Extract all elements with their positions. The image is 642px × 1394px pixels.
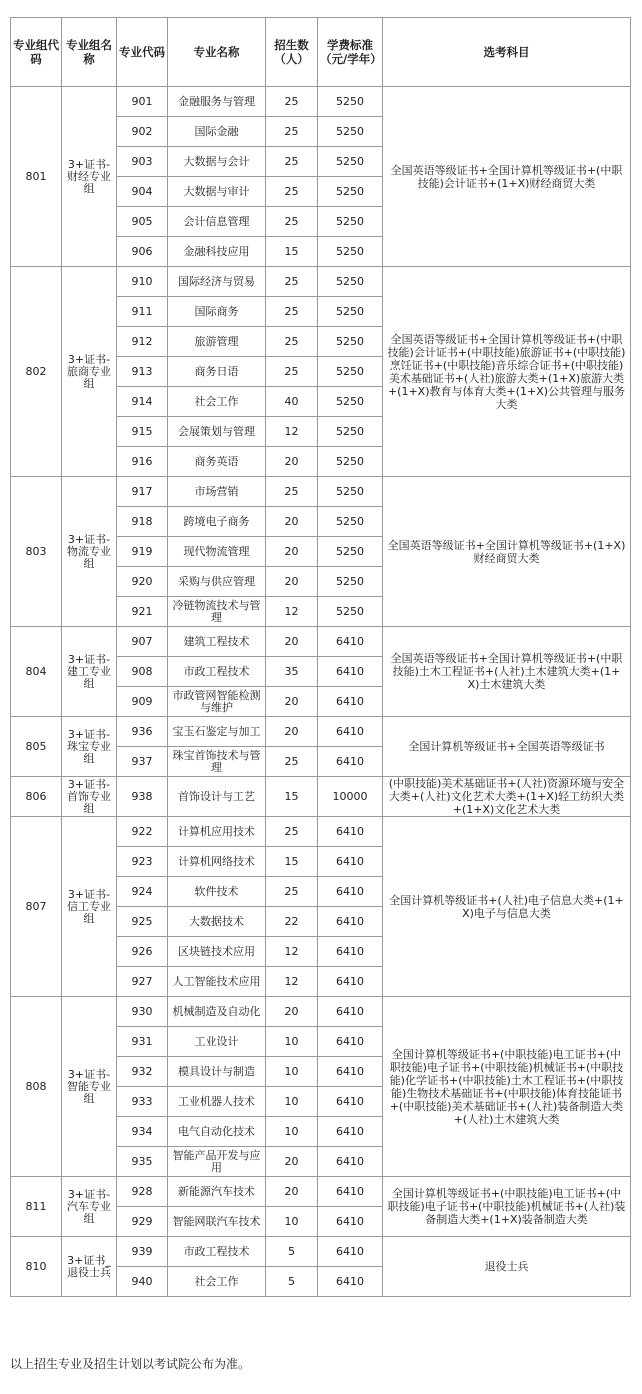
admission-plan-table <box>10 17 631 1297</box>
quota-cell: 20 <box>266 537 318 567</box>
major-code-cell: 901 <box>117 87 168 117</box>
quota-cell: 10 <box>266 1087 318 1117</box>
tuition-cell: 6410 <box>318 657 383 687</box>
header-quota: 招生数（人） <box>266 18 318 87</box>
group-name-cell: 3+证书-旅商专业组 <box>62 267 117 477</box>
quota-cell: 25 <box>266 357 318 387</box>
major-name-cell: 工业设计 <box>168 1027 266 1057</box>
quota-cell: 12 <box>266 597 318 627</box>
major-name-cell: 人工智能技术应用 <box>168 967 266 997</box>
major-name-cell: 市场营销 <box>168 477 266 507</box>
tuition-cell: 6410 <box>318 1117 383 1147</box>
major-name-cell: 智能网联汽车技术 <box>168 1207 266 1237</box>
quota-cell: 25 <box>266 87 318 117</box>
major-code-cell: 931 <box>117 1027 168 1057</box>
group-name-cell: 3+证书-珠宝专业组 <box>62 717 117 777</box>
major-name-cell: 冷链物流技术与管理 <box>168 597 266 627</box>
major-code-cell: 940 <box>117 1267 168 1297</box>
quota-cell: 15 <box>266 847 318 877</box>
tuition-cell: 5250 <box>318 207 383 237</box>
tuition-cell: 6410 <box>318 847 383 877</box>
table-row <box>11 777 631 817</box>
group-code-cell: 808 <box>11 997 62 1177</box>
exam-subjects-cell: 全国计算机等级证书+(中职技能)电工证书+(中职技能)电子证书+(中职技能)机械证书+(中职技能)化学证书+(中职技能)土木工程证书+(中职技能)生物技术基础证书+(中职技能)体育技能证书+(中职技能)美术基础证书+(人社)装备制造大类+(人社)土木建筑大类 <box>383 997 631 1177</box>
major-name-cell: 软件技术 <box>168 877 266 907</box>
exam-subjects-cell: 全国英语等级证书+全国计算机等级证书+(中职技能)会计证书+(中职技能)旅游证书+(中职技能)烹饪证书+(中职技能)音乐综合证书+(中职技能)美术基础证书+(人社)旅游大类+(1+X)旅游大类+(1+X)教育与体育大类+(1+X)公共管理与服务大类 <box>383 267 631 477</box>
tuition-cell: 6410 <box>318 627 383 657</box>
group-code-cell: 810 <box>11 1237 62 1297</box>
tuition-cell: 5250 <box>318 87 383 117</box>
tuition-cell: 6410 <box>318 817 383 847</box>
major-code-cell: 903 <box>117 147 168 177</box>
group-name-cell: 3+证书-智能专业组 <box>62 997 117 1177</box>
tuition-cell: 6410 <box>318 1147 383 1177</box>
major-name-cell: 金融服务与管理 <box>168 87 266 117</box>
tuition-cell: 6410 <box>318 1087 383 1117</box>
major-code-cell: 935 <box>117 1147 168 1177</box>
table-row <box>11 87 631 117</box>
tuition-cell: 6410 <box>318 1237 383 1267</box>
major-code-cell: 911 <box>117 297 168 327</box>
table-row <box>11 267 631 297</box>
major-name-cell: 大数据与会计 <box>168 147 266 177</box>
quota-cell: 20 <box>266 567 318 597</box>
major-code-cell: 910 <box>117 267 168 297</box>
header-group-name: 专业组名称 <box>62 18 117 87</box>
header-exam-subjects: 选考科目 <box>383 18 631 87</box>
quota-cell: 20 <box>266 1177 318 1207</box>
tuition-cell: 6410 <box>318 937 383 967</box>
major-code-cell: 927 <box>117 967 168 997</box>
major-name-cell: 模具设计与制造 <box>168 1057 266 1087</box>
table-row <box>11 1177 631 1207</box>
tuition-cell: 5250 <box>318 387 383 417</box>
tuition-cell: 5250 <box>318 597 383 627</box>
header-row <box>11 18 631 87</box>
exam-subjects-cell: 全国英语等级证书+全国计算机等级证书+(中职技能)会计证书+(1+X)财经商贸大类 <box>383 87 631 267</box>
group-name-cell: 3+证书-财经专业组 <box>62 87 117 267</box>
tuition-cell: 6410 <box>318 1177 383 1207</box>
group-code-cell: 811 <box>11 1177 62 1237</box>
major-name-cell: 社会工作 <box>168 1267 266 1297</box>
major-name-cell: 商务日语 <box>168 357 266 387</box>
tuition-cell: 5250 <box>318 567 383 597</box>
major-code-cell: 920 <box>117 567 168 597</box>
group-code-cell: 807 <box>11 817 62 997</box>
quota-cell: 20 <box>266 1147 318 1177</box>
exam-subjects-cell: 全国计算机等级证书+(中职技能)电工证书+(中职技能)电子证书+(中职技能)机械证书+(人社)装备制造大类+(1+X)装备制造大类 <box>383 1177 631 1237</box>
quota-cell: 5 <box>266 1267 318 1297</box>
table-row <box>11 717 631 747</box>
major-code-cell: 902 <box>117 117 168 147</box>
major-code-cell: 926 <box>117 937 168 967</box>
tuition-cell: 6410 <box>318 877 383 907</box>
quota-cell: 25 <box>266 817 318 847</box>
tuition-cell: 6410 <box>318 1207 383 1237</box>
exam-subjects-cell: 全国英语等级证书+全国计算机等级证书+(1+X)财经商贸大类 <box>383 477 631 627</box>
group-name-cell: 3+证书-信工专业组 <box>62 817 117 997</box>
group-name-cell: 3+证书-物流专业组 <box>62 477 117 627</box>
quota-cell: 25 <box>266 297 318 327</box>
major-code-cell: 938 <box>117 777 168 817</box>
group-code-cell: 804 <box>11 627 62 717</box>
major-code-cell: 930 <box>117 997 168 1027</box>
quota-cell: 10 <box>266 1207 318 1237</box>
major-code-cell: 928 <box>117 1177 168 1207</box>
major-code-cell: 934 <box>117 1117 168 1147</box>
major-code-cell: 904 <box>117 177 168 207</box>
tuition-cell: 5250 <box>318 507 383 537</box>
exam-subjects-cell: 全国计算机等级证书+全国英语等级证书 <box>383 717 631 777</box>
major-code-cell: 917 <box>117 477 168 507</box>
quota-cell: 25 <box>266 207 318 237</box>
quota-cell: 25 <box>266 327 318 357</box>
quota-cell: 22 <box>266 907 318 937</box>
major-name-cell: 国际金融 <box>168 117 266 147</box>
major-name-cell: 国际经济与贸易 <box>168 267 266 297</box>
major-code-cell: 918 <box>117 507 168 537</box>
tuition-cell: 6410 <box>318 907 383 937</box>
major-name-cell: 市政工程技术 <box>168 657 266 687</box>
group-name-cell: 3+证书-汽车专业组 <box>62 1177 117 1237</box>
quota-cell: 12 <box>266 417 318 447</box>
quota-cell: 40 <box>266 387 318 417</box>
tuition-cell: 6410 <box>318 967 383 997</box>
group-code-cell: 802 <box>11 267 62 477</box>
quota-cell: 20 <box>266 717 318 747</box>
major-name-cell: 社会工作 <box>168 387 266 417</box>
tuition-cell: 5250 <box>318 447 383 477</box>
major-code-cell: 914 <box>117 387 168 417</box>
major-name-cell: 计算机应用技术 <box>168 817 266 847</box>
major-name-cell: 旅游管理 <box>168 327 266 357</box>
tuition-cell: 5250 <box>318 117 383 147</box>
tuition-cell: 5250 <box>318 537 383 567</box>
major-code-cell: 922 <box>117 817 168 847</box>
major-name-cell: 跨境电子商务 <box>168 507 266 537</box>
quota-cell: 10 <box>266 1027 318 1057</box>
tuition-cell: 5250 <box>318 147 383 177</box>
tuition-cell: 6410 <box>318 717 383 747</box>
quota-cell: 20 <box>266 627 318 657</box>
major-name-cell: 会计信息管理 <box>168 207 266 237</box>
major-code-cell: 908 <box>117 657 168 687</box>
quota-cell: 25 <box>266 747 318 777</box>
tuition-cell: 6410 <box>318 1027 383 1057</box>
major-code-cell: 933 <box>117 1087 168 1117</box>
tuition-cell: 5250 <box>318 297 383 327</box>
quota-cell: 25 <box>266 267 318 297</box>
group-code-cell: 801 <box>11 87 62 267</box>
major-name-cell: 市政管网智能检测与维护 <box>168 687 266 717</box>
footnote: 以上招生专业及招生计划以考试院公布为准。 <box>10 1357 251 1371</box>
major-name-cell: 大数据与审计 <box>168 177 266 207</box>
tuition-cell: 5250 <box>318 357 383 387</box>
major-code-cell: 929 <box>117 1207 168 1237</box>
major-code-cell: 906 <box>117 237 168 267</box>
exam-subjects-cell: (中职技能)美术基础证书+(人社)资源环境与安全大类+(人社)文化艺术大类+(1+X)轻工纺织大类+(1+X)文化艺术大类 <box>383 777 631 817</box>
major-code-cell: 915 <box>117 417 168 447</box>
quota-cell: 10 <box>266 1057 318 1087</box>
table-row <box>11 627 631 657</box>
tuition-cell: 5250 <box>318 417 383 447</box>
table-row <box>11 1237 631 1267</box>
major-code-cell: 909 <box>117 687 168 717</box>
major-name-cell: 市政工程技术 <box>168 1237 266 1267</box>
major-name-cell: 金融科技应用 <box>168 237 266 267</box>
major-code-cell: 925 <box>117 907 168 937</box>
table-row <box>11 997 631 1027</box>
group-name-cell: 3+证书_退役士兵 <box>62 1237 117 1297</box>
header-major-name: 专业名称 <box>168 18 266 87</box>
major-name-cell: 机械制造及自动化 <box>168 997 266 1027</box>
quota-cell: 25 <box>266 117 318 147</box>
major-name-cell: 建筑工程技术 <box>168 627 266 657</box>
major-name-cell: 智能产品开发与应用 <box>168 1147 266 1177</box>
exam-subjects-cell: 全国英语等级证书+全国计算机等级证书+(中职技能)土木工程证书+(人社)土木建筑大类+(1+X)土木建筑大类 <box>383 627 631 717</box>
major-name-cell: 区块链技术应用 <box>168 937 266 967</box>
quota-cell: 25 <box>266 177 318 207</box>
header-major-code: 专业代码 <box>117 18 168 87</box>
table-row <box>11 817 631 847</box>
major-name-cell: 宝玉石鉴定与加工 <box>168 717 266 747</box>
major-name-cell: 现代物流管理 <box>168 537 266 567</box>
major-code-cell: 916 <box>117 447 168 477</box>
quota-cell: 5 <box>266 1237 318 1267</box>
header-tuition: 学费标准（元/学年） <box>318 18 383 87</box>
tuition-cell: 6410 <box>318 747 383 777</box>
quota-cell: 20 <box>266 997 318 1027</box>
quota-cell: 25 <box>266 477 318 507</box>
major-code-cell: 923 <box>117 847 168 877</box>
quota-cell: 20 <box>266 447 318 477</box>
major-name-cell: 商务英语 <box>168 447 266 477</box>
major-name-cell: 国际商务 <box>168 297 266 327</box>
major-code-cell: 936 <box>117 717 168 747</box>
quota-cell: 25 <box>266 147 318 177</box>
table-header <box>11 18 631 87</box>
major-code-cell: 921 <box>117 597 168 627</box>
major-name-cell: 大数据技术 <box>168 907 266 937</box>
tuition-cell: 6410 <box>318 997 383 1027</box>
group-name-cell: 3+证书-建工专业组 <box>62 627 117 717</box>
exam-subjects-cell: 全国计算机等级证书+(人社)电子信息大类+(1+X)电子与信息大类 <box>383 817 631 997</box>
major-code-cell: 905 <box>117 207 168 237</box>
quota-cell: 20 <box>266 687 318 717</box>
quota-cell: 35 <box>266 657 318 687</box>
tuition-cell: 6410 <box>318 1267 383 1297</box>
group-name-cell: 3+证书-首饰专业组 <box>62 777 117 817</box>
major-code-cell: 924 <box>117 877 168 907</box>
quota-cell: 15 <box>266 777 318 817</box>
major-code-cell: 939 <box>117 1237 168 1267</box>
tuition-cell: 5250 <box>318 267 383 297</box>
tuition-cell: 5250 <box>318 177 383 207</box>
major-code-cell: 913 <box>117 357 168 387</box>
quota-cell: 12 <box>266 937 318 967</box>
tuition-cell: 6410 <box>318 687 383 717</box>
group-code-cell: 805 <box>11 717 62 777</box>
major-name-cell: 新能源汽车技术 <box>168 1177 266 1207</box>
quota-cell: 12 <box>266 967 318 997</box>
table-body <box>11 87 631 1297</box>
major-code-cell: 912 <box>117 327 168 357</box>
table-row <box>11 477 631 507</box>
major-code-cell: 907 <box>117 627 168 657</box>
major-name-cell: 计算机网络技术 <box>168 847 266 877</box>
tuition-cell: 5250 <box>318 327 383 357</box>
group-code-cell: 803 <box>11 477 62 627</box>
quota-cell: 15 <box>266 237 318 267</box>
quota-cell: 10 <box>266 1117 318 1147</box>
header-group-code: 专业组代码 <box>11 18 62 87</box>
tuition-cell: 10000 <box>318 777 383 817</box>
major-code-cell: 932 <box>117 1057 168 1087</box>
exam-subjects-cell: 退役士兵 <box>383 1237 631 1297</box>
major-name-cell: 电气自动化技术 <box>168 1117 266 1147</box>
major-name-cell: 珠宝首饰技术与管理 <box>168 747 266 777</box>
major-name-cell: 工业机器人技术 <box>168 1087 266 1117</box>
group-code-cell: 806 <box>11 777 62 817</box>
tuition-cell: 5250 <box>318 237 383 267</box>
major-code-cell: 937 <box>117 747 168 777</box>
major-name-cell: 首饰设计与工艺 <box>168 777 266 817</box>
major-name-cell: 会展策划与管理 <box>168 417 266 447</box>
quota-cell: 25 <box>266 877 318 907</box>
major-code-cell: 919 <box>117 537 168 567</box>
tuition-cell: 5250 <box>318 477 383 507</box>
tuition-cell: 6410 <box>318 1057 383 1087</box>
quota-cell: 20 <box>266 507 318 537</box>
major-name-cell: 采购与供应管理 <box>168 567 266 597</box>
